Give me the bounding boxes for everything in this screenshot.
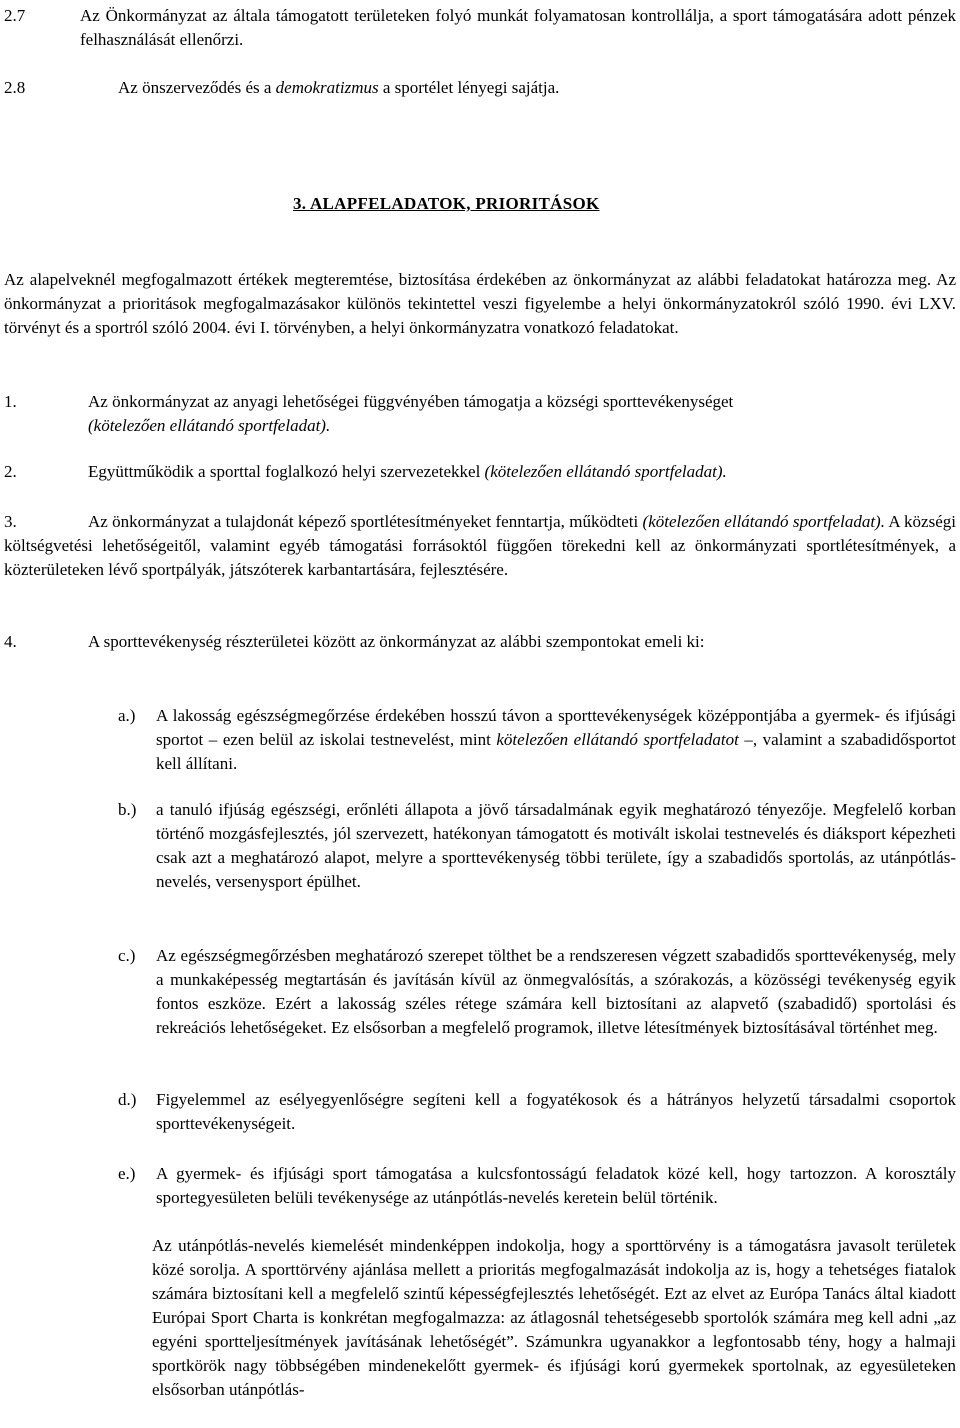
item-3-text [4,510,956,582]
section-2-8-emphasis: demokratizmus [275,78,379,97]
section-2-7-text: Az Önkormányzat az általa támogatott területeken folyó munkát folyamatosan kontrollálja, a sport támogatására adott pénzek felhasználását ellenőrzi. [80,6,956,49]
item-number-1: 1. [4,392,17,411]
sub-item-e-continuation: Az utánpótlás-nevelés kiemelését mindenképpen indokolja, hogy a sporttörvény is a támogatásra javasolt területek közé sorolja. A sporttörvény ajánlása mellett a prioritás megfogalmazását indokolja az is, hogy a tehetséges fiatalok számára biztosítani kell a megfelelő szintű képességfejlesztés lehetőségét. Ezt az elvet az Európa Tanács által kiadott Európai Sport Charta is konkrétan megfogalmazza: az átlagosnál tehetségesebb sportolók számára meg kell adni „az egyéni sportteljesítmények javításának lehetőségét”. Számunkra ugyanakkor a legfontosabb tény, hogy a halmaji sportkörök nagy többségében mindenekelőtt gyermek- és ifjúsági korú gyermekek sportolnak, az egyesületeken elsősorban utánpótlás- [152,1236,956,1399]
item-3-pre: Az önkormányzat a tulajdonát képező sportlétesítményeket fenntartja, működteti [88,512,643,531]
item-number-4: 4. [4,632,17,651]
sub-item-a-emphasis: kötelezően ellátandó sportfeladatot [496,730,739,749]
section-number-2-7: 2.7 [4,6,26,25]
section-2-8-pre: Az önszerveződés és a [118,78,276,97]
item-3-post: A községi költségvetési lehetőségeitől, valamint egyéb támogatási forrásoktól függően törekedni kell az önkormányzati sportlétesítmények, a közterületeken lévő sportpályák, játszóterek karbantartására, fejlesztésére. [4,512,956,579]
sub-item-b-text: a tanuló ifjúság egészségi, erőnléti állapota a jövő társadalmának egyik meghatározó tényezője. Megfelelő korban történő mozgásfejlesztés, jól szervezett, hatékonyan támogatott és motivált iskolai testnevelés és diáksport képezheti csak azt a meghatározó alapot, melyre a sporttevékenység többi területe, így a szabadidős sportolás, az utánpótlás-nevelés, versenysport épülhet. [156,800,956,891]
sub-item-c-text: Az egészségmegőrzésben meghatározó szerepet tölthet be a rendszeresen végzett szabadidős sporttevékenység, mely a munkaképesség megtartásán és javításán kívül az önmegvalósítás, a szórakozás, a közösségi tevékenység egyik fontos eszköze. Ezért a lakosság széles rétege számára kell biztosítani az alapvető (szabadidő) sportolási és rekreációs lehetőségeket. Ez elsősorban a megfelelő programok, illetve létesítmények biztosításával történhet meg. [156,946,956,1037]
item-1-text [88,390,956,438]
sub-item-label-d: d.) [118,1090,137,1109]
item-3-emphasis: (kötelezően ellátandó sportfeladat). [642,512,885,531]
section-2-8-text [118,76,958,100]
sub-item-a-pre: A lakosság egészségmegőrzése érdekében hosszú távon a sporttevékenységek középpontjába a gyermek- és ifjúsági sportot – ezen belül az iskolai testnevelést, mint [156,706,956,749]
section-heading: 3. ALAPFELADATOK, PRIORITÁSOK [293,194,600,213]
sub-item-a-text [156,704,956,776]
item-number-2: 2. [4,462,17,481]
item-2-text [88,460,956,484]
sub-item-label-b: b.) [118,800,137,819]
sub-item-e-text: A gyermek- és ifjúsági sport támogatása a kulcsfontosságú feladatok közé kell, hogy tartozzon. A korosztály sportegyesületen belüli tevékenysége az utánpótlás-nevelés keretein belül történik. [156,1164,956,1207]
section-2-8-post: a sportélet lényegi sajátja. [378,78,560,97]
intro-paragraph: Az alapelveknél megfogalmazott értékek megteremtése, biztosítása érdekében az önkormányzat az alábbi feladatokat határozza meg. Az önkormányzat a prioritások megfogalmazásakor különös tekintettel veszi figyelembe a helyi önkormányzatokról szóló 1990. évi LXV. törvényt és a sportról szóló 2004. évi I. törvényben, a helyi önkormányzatra vonatkozó feladatokat. [4,270,956,337]
item-number-3: 3. [4,512,17,531]
sub-item-d-text: Figyelemmel az esélyegyenlőségre segíteni kell a fogyatékosok és a hátrányos helyzetű társadalmi csoportok sporttevékenységeit. [156,1090,956,1133]
sub-item-label-c: c.) [118,946,136,965]
sub-item-a-post: –, valamint a szabadidősportot kell állítani. [156,730,956,773]
sub-item-label-e: e.) [118,1164,136,1183]
item-4-text: A sporttevékenység részterületei között az önkormányzat az alábbi szempontokat emeli ki: [88,632,705,651]
item-2-main: Együttműködik a sporttal foglalkozó helyi szervezetekkel [88,462,485,481]
item-1-main: Az önkormányzat az anyagi lehetőségei függvényében támogatja a községi sporttevékenységet [88,392,734,411]
item-1-emphasis: (kötelezően ellátandó sportfeladat). [88,416,331,435]
section-number-2-8: 2.8 [4,78,26,97]
item-2-emphasis: (kötelezően ellátandó sportfeladat). [484,462,727,481]
sub-item-label-a: a.) [118,706,136,725]
